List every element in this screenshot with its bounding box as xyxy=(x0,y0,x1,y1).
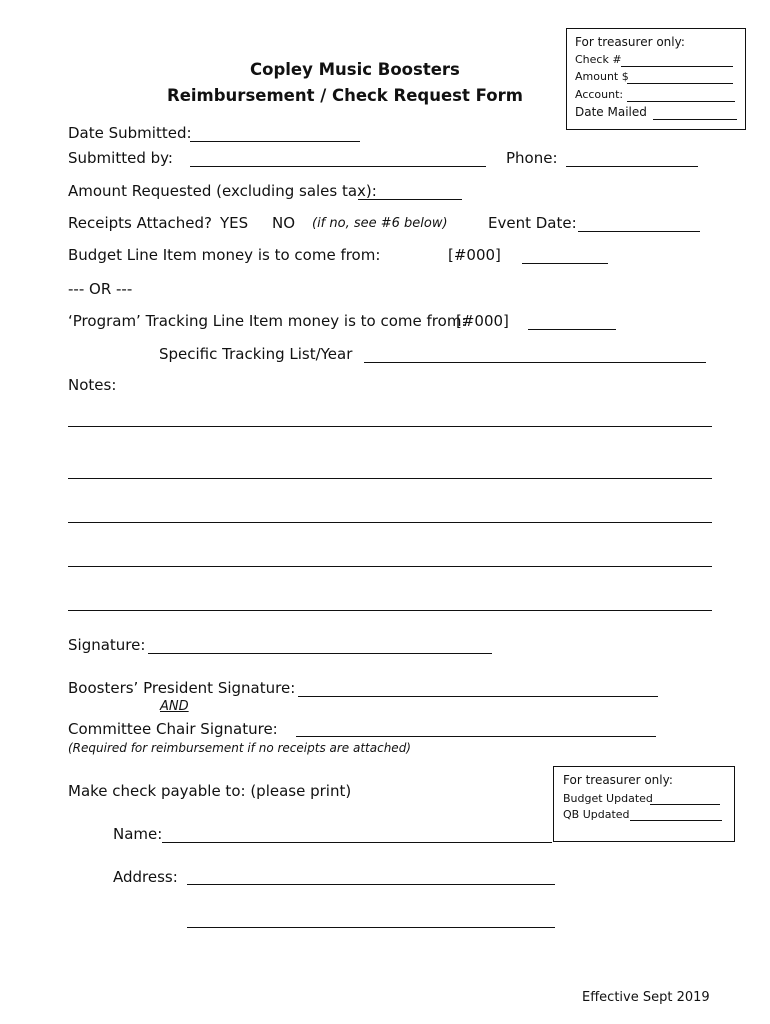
receipts-note: (if no, see #6 below) xyxy=(312,216,448,231)
budget-updated-label: Budget Updated xyxy=(563,792,653,805)
address-line-1[interactable] xyxy=(187,884,555,885)
account-label: Account: xyxy=(575,88,624,101)
date-mailed-line[interactable] xyxy=(653,119,737,120)
address-label: Address: xyxy=(113,868,178,886)
amount-requested-label: Amount Requested (excluding sales tax): xyxy=(68,182,377,200)
notes-line[interactable] xyxy=(68,610,712,611)
notes-label: Notes: xyxy=(68,376,117,394)
and-label: AND xyxy=(160,699,189,714)
signature-line[interactable] xyxy=(148,653,492,654)
notes-line[interactable] xyxy=(68,566,712,567)
qb-updated-label: QB Updated xyxy=(563,808,630,821)
program-code-line[interactable] xyxy=(528,329,616,330)
event-date-label: Event Date: xyxy=(488,214,577,232)
amount-line[interactable] xyxy=(627,83,733,84)
phone-line[interactable] xyxy=(566,166,698,167)
treasurer-box-top xyxy=(566,28,746,130)
check-number-label: Check # xyxy=(575,53,622,66)
program-code: [#000] xyxy=(456,312,509,330)
notes-line[interactable] xyxy=(68,522,712,523)
treasurer-box-bottom xyxy=(553,766,735,842)
date-submitted-label: Date Submitted: xyxy=(68,124,192,142)
specific-tracking-line[interactable] xyxy=(364,362,706,363)
budget-line-label: Budget Line Item money is to come from: xyxy=(68,246,381,264)
receipts-no-option[interactable]: NO xyxy=(272,214,296,232)
event-date-line[interactable] xyxy=(578,231,700,232)
budget-code: [#000] xyxy=(448,246,501,264)
committee-signature-line[interactable] xyxy=(296,736,656,737)
submitted-by-label: Submitted by: xyxy=(68,149,173,167)
committee-signature-label: Committee Chair Signature: xyxy=(68,720,278,738)
signature-label: Signature: xyxy=(68,636,146,654)
or-separator: --- OR --- xyxy=(68,280,133,298)
notes-line[interactable] xyxy=(68,426,712,427)
qb-updated-line[interactable] xyxy=(630,820,722,821)
address-line-2[interactable] xyxy=(187,927,555,928)
amount-label: Amount $ xyxy=(575,70,629,83)
receipts-attached-label: Receipts Attached? xyxy=(68,214,213,232)
make-check-payable-label: Make check payable to: (please print) xyxy=(68,782,352,800)
amount-requested-line[interactable] xyxy=(358,199,462,200)
name-line[interactable] xyxy=(162,842,552,843)
required-note: (Required for reimbursement if no receipts are attached) xyxy=(68,741,411,755)
specific-tracking-label: Specific Tracking List/Year xyxy=(159,345,353,363)
org-title: Copley Music Boosters xyxy=(250,60,460,79)
president-signature-line[interactable] xyxy=(298,696,658,697)
effective-date: Effective Sept 2019 xyxy=(582,990,710,1005)
check-number-line[interactable] xyxy=(621,66,733,67)
receipts-yes-option[interactable]: YES xyxy=(220,214,249,232)
name-label: Name: xyxy=(113,825,163,843)
program-line-label: ‘Program’ Tracking Line Item money is to come from: xyxy=(68,312,467,330)
date-mailed-label: Date Mailed xyxy=(575,105,647,119)
submitted-by-line[interactable] xyxy=(190,166,486,167)
phone-label: Phone: xyxy=(506,149,558,167)
account-line[interactable] xyxy=(627,101,735,102)
budget-code-line[interactable] xyxy=(522,263,608,264)
treasurer-heading: For treasurer only: xyxy=(563,773,673,787)
notes-line[interactable] xyxy=(68,478,712,479)
budget-updated-line[interactable] xyxy=(650,804,720,805)
president-signature-label: Boosters’ President Signature: xyxy=(68,679,296,697)
treasurer-heading: For treasurer only: xyxy=(575,35,685,49)
date-submitted-line[interactable] xyxy=(190,141,360,142)
form-title: Reimbursement / Check Request Form xyxy=(167,86,523,105)
